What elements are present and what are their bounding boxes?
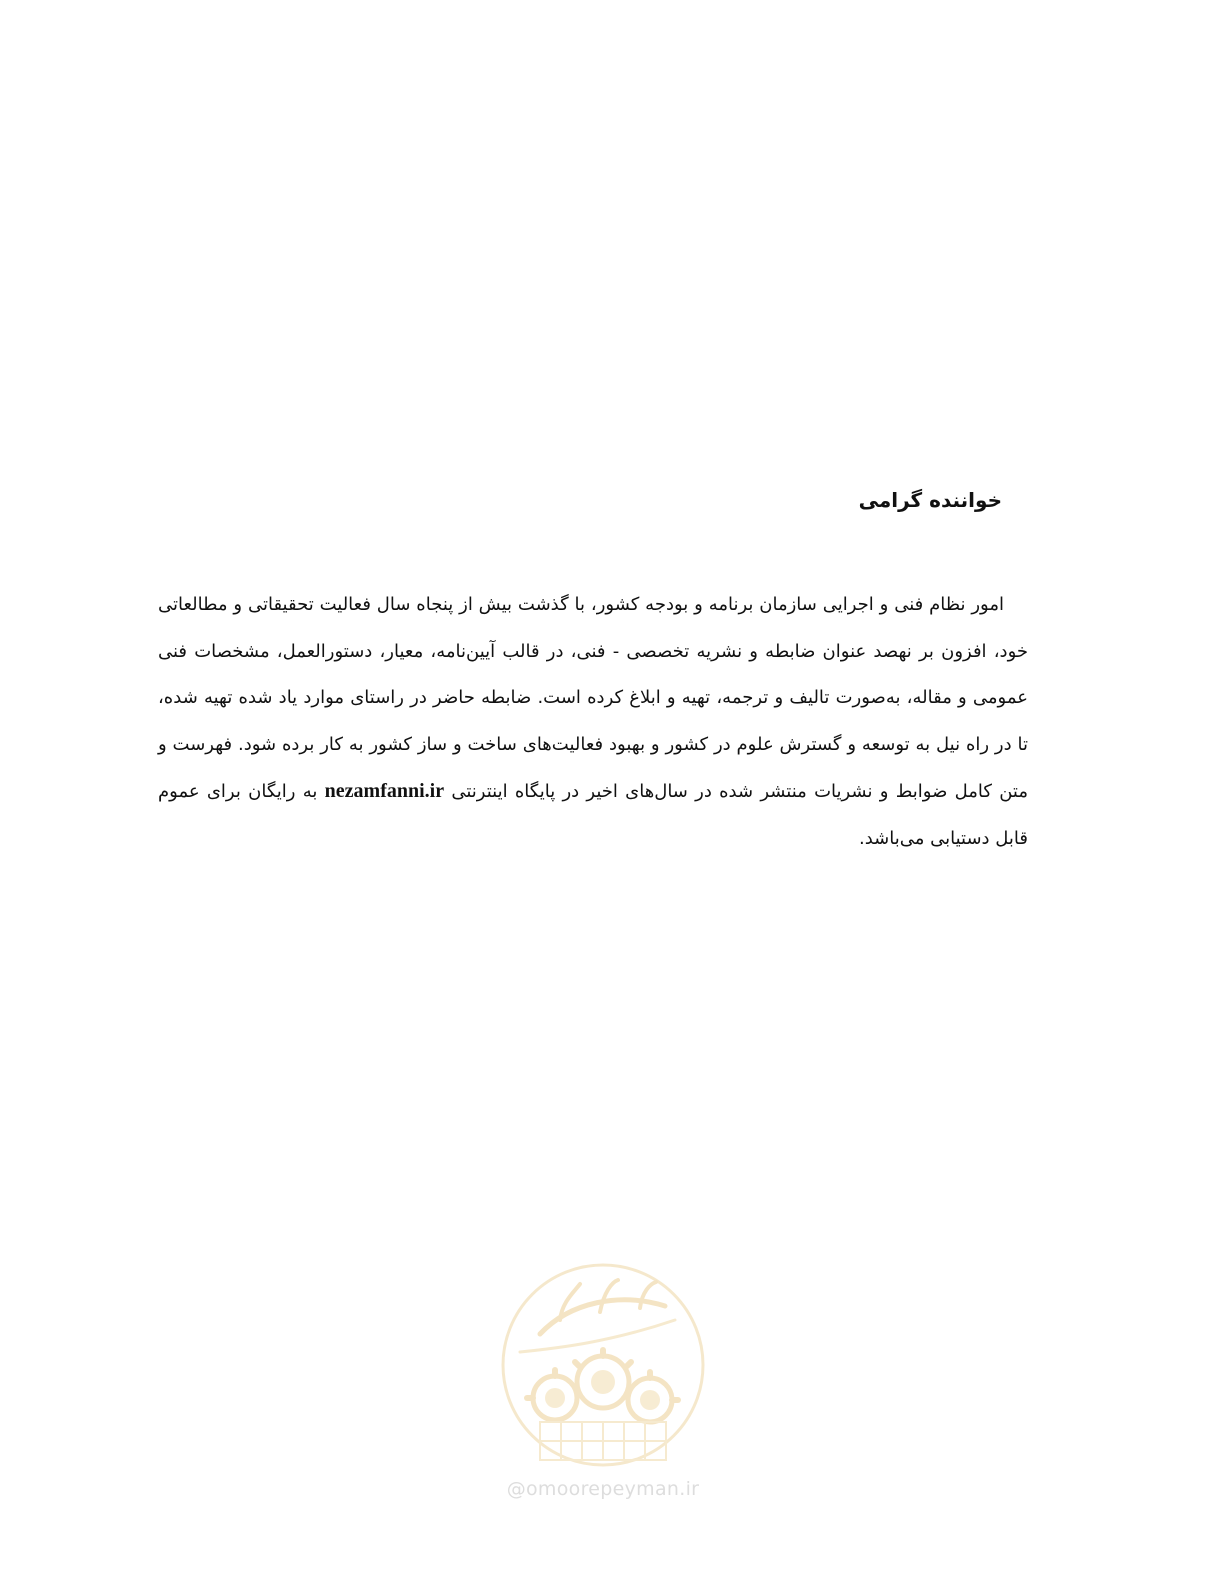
paragraph-tail: به رایگان برای عموم قابل دستیابی می‌باشد. [158,781,1028,849]
intro-paragraph [158,582,1028,862]
watermark-url: @omoorepeyman.ir [506,1478,700,1500]
greeting-heading: خواننده گرامی [858,488,1002,512]
watermark-logo [500,1262,706,1502]
website-link[interactable]: nezamfanni.ir [324,780,445,802]
watermark-emblem-icon [500,1262,706,1468]
paragraph-text: امور نظام فنی و اجرایی سازمان برنامه و بودجه کشور، با گذشت بیش از پنجاه سال فعالیت تحقیقاتی و مطالعاتی خود، افزون بر نهصد عنوان ضابطه و نشریه تخصصی - فنی، در قالب آیین‌نامه، معیار، دستورالعمل، مشخصات فنی عمومی و مقاله، به‌صورت تالیف و ترجمه، تهیه و ابلاغ کرده است. ضابطه حاضر در راستای موارد یاد شده تهیه شده، تا در راه نیل به توسعه و گسترش علوم در کشور و بهبود فعالیت‌های ساخت و ساز کشور به کار برده شود. فهرست و متن کامل ضوابط و نشریات منتشر شده در سال‌های اخیر در پایگاه اینترنتی [158,594,1028,802]
